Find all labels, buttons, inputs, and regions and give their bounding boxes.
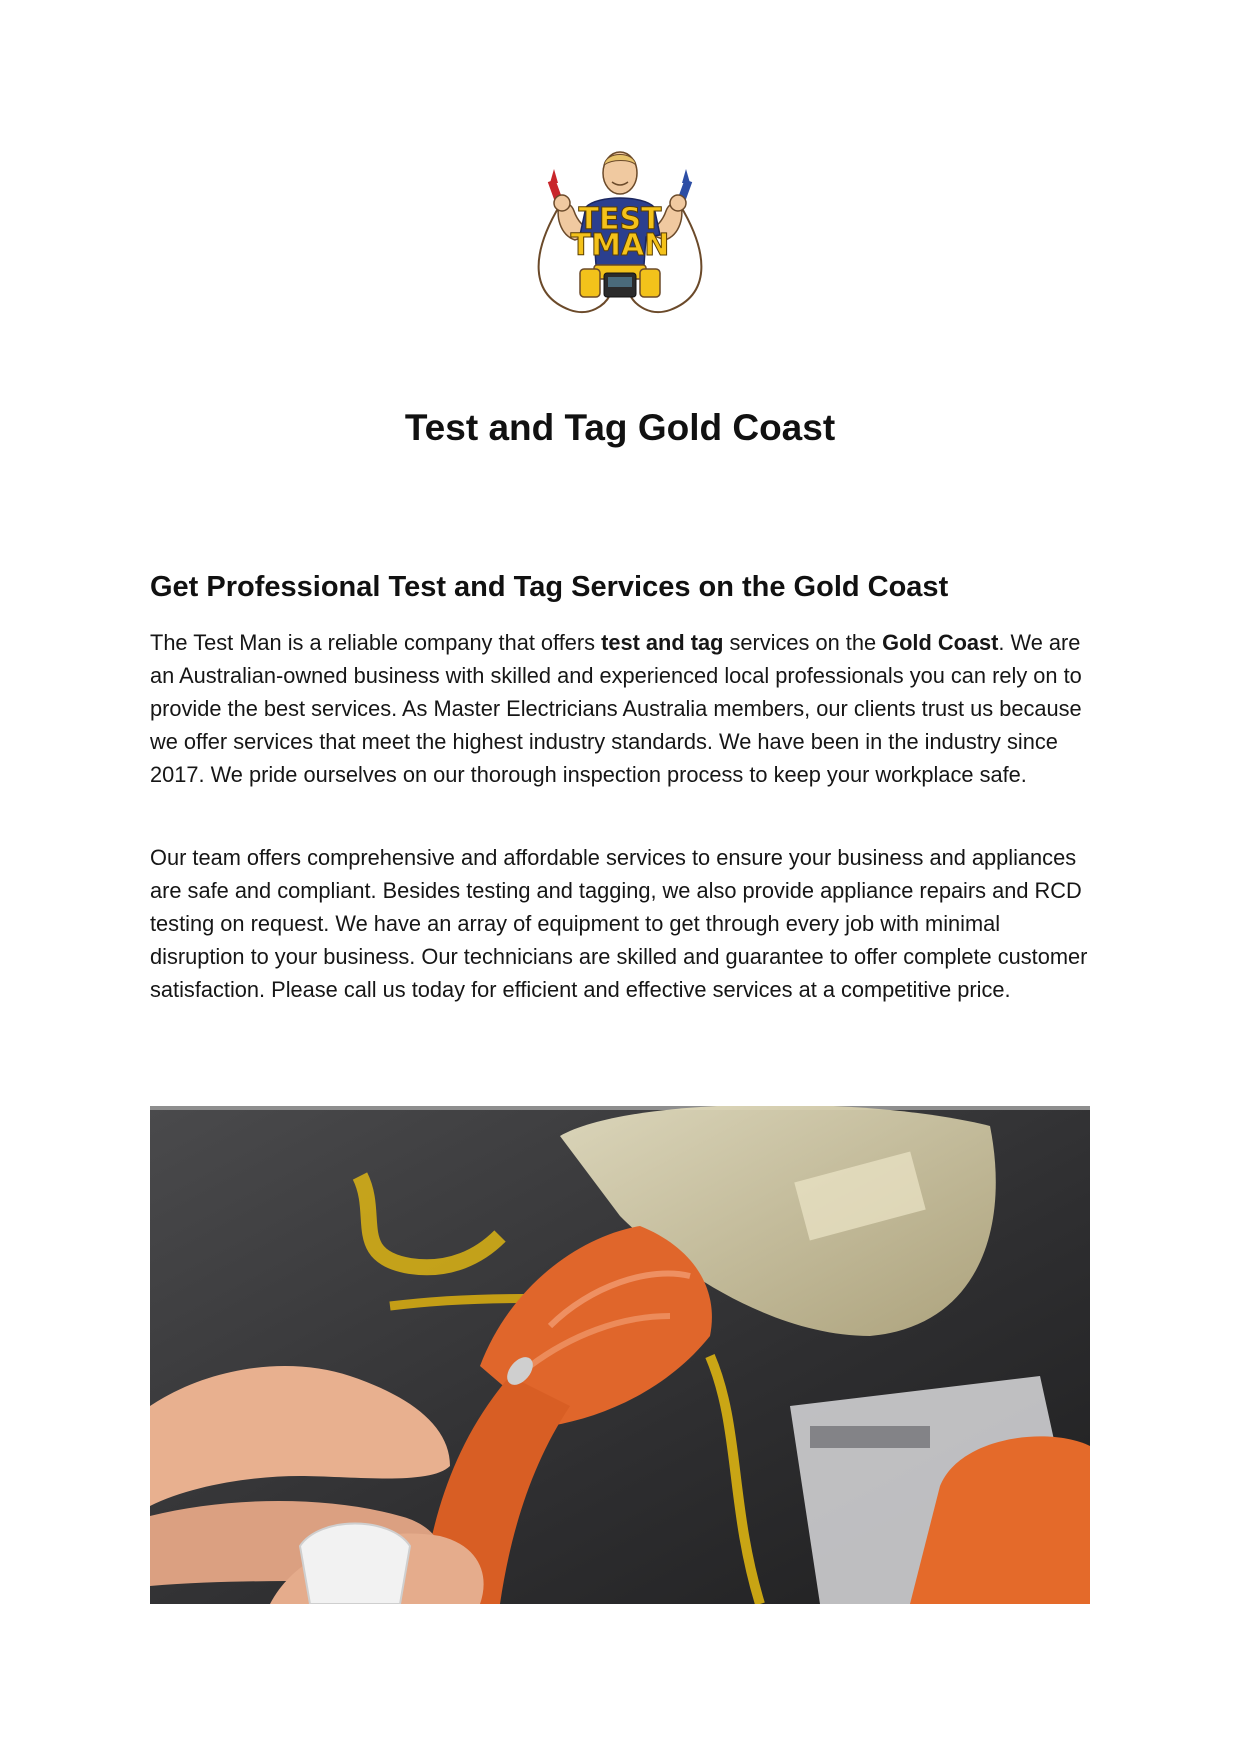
- tagged-power-plug-photo: [150, 1106, 1090, 1604]
- intro-text-end: . We are an Australian-owned business with skilled and experienced local professionals you can rely on to provide the best services. As Master Electricians Australia members, our clients trust us because we offer services that meet the highest industry standards. We have been in the industry since 2017. We pride ourselves on our thorough inspection process to keep your workplace safe.: [150, 630, 1082, 787]
- section-heading: Get Professional Test and Tag Services on the Gold Coast: [150, 571, 949, 603]
- intro-bold-service: test and tag: [601, 630, 724, 655]
- intro-bold-location: Gold Coast: [882, 630, 999, 655]
- intro-text-start: The Test Man is a reliable company that offers: [150, 630, 602, 655]
- logo-small-text: TEST: [578, 202, 662, 237]
- services-paragraph: Our team offers comprehensive and affordable services to ensure your business and appliances are safe and compliant. Besides testing and tagging, we also provide appliance repairs and RCD testing on request. We have an array of equipment to get through every job with minimal disruption to your business. Our technicians are skilled and guarantee to offer complete customer satisfaction. Please call us today for efficient and effective services at a competitive price.: [150, 845, 1088, 1002]
- intro-text-between: services on the: [723, 630, 883, 655]
- test-man-logo: [520, 145, 720, 345]
- intro-paragraph: [150, 626, 1090, 791]
- page-title: Test and Tag Gold Coast: [404, 407, 836, 448]
- logo-shirt-text: TMAN: [570, 228, 670, 263]
- tagged-plug-photo: [150, 1106, 1090, 1604]
- test-man-mascot-icon: [520, 145, 720, 345]
